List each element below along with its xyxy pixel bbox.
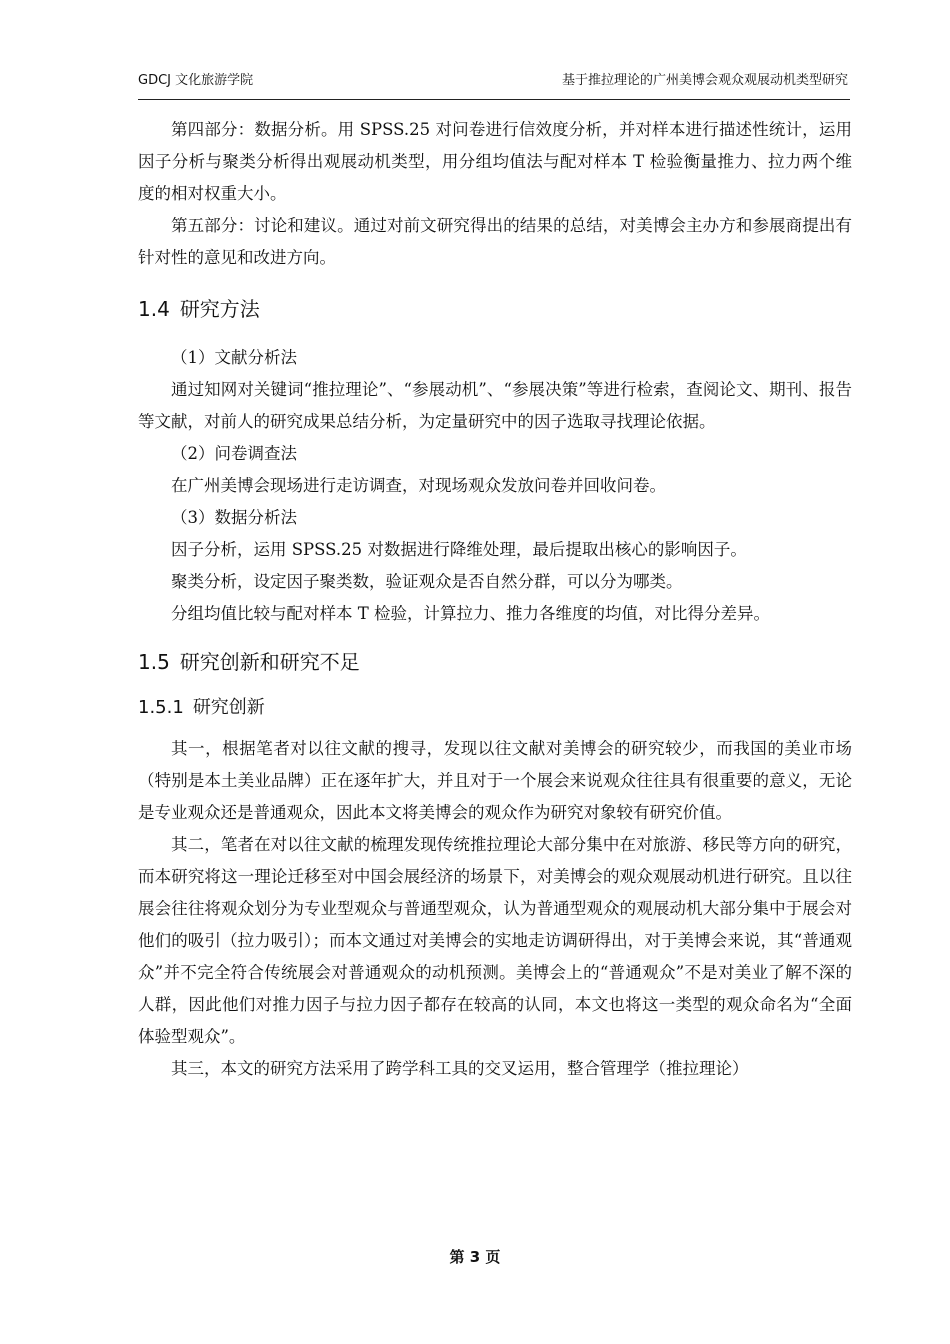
innovation-paragraph-2: 其二，笔者在对以往文献的梳理发现传统推拉理论大部分集中在对旅游、移民等方向的研究，而本研究将这一理论迁移至对中国会展经济的场景下，对美博会的观众观展动机进行研究。且以往展会往往将观众划分为专业型观众与普通型观众，认为普通型观众的观展动机大部分集中于展会对他们的吸引（拉力吸引）；而本文通过对美博会的实地走访调研得出，对于美博会来说，其“普通观众”并不完全符合传统展会对普通观众的动机预测。美博会上的“普通观众”不是对美业了解不深的人群，因此他们对推力因子与拉力因子都存在较高的认同，本文也将这一类型的观众命名为“全面体验型观众”。 [138,835,852,1046]
method-label-data-analysis: （3）数据分析法 [171,508,297,527]
method-text-t-test: 分组均值比较与配对样本 T 检验，计算拉力、推力各维度的均值，对比得分差异。 [171,604,770,623]
main-content [138,114,852,1085]
page-number: 第 3 页 [449,1248,501,1266]
subsection-title: 研究创新 [192,697,265,718]
method-text-cluster-analysis: 聚类分析，设定因子聚类数，验证观众是否自然分群，可以分为哪类。 [171,572,683,591]
header-institution: GDCJ 文化旅游学院 [138,73,254,88]
header-divider [138,99,850,100]
section-heading-1-4 [138,294,852,324]
section-heading-1-5 [138,647,852,677]
method-label-literature: （1）文献分析法 [171,348,297,367]
intro-paragraph-part5: 第五部分：讨论和建议。通过对前文研究得出的结果的总结，对美博会主办方和参展商提出有针对性的意见和改进方向。 [138,216,852,267]
method-label-survey: （2）问卷调查法 [171,444,297,463]
section-title: 研究方法 [179,297,260,321]
method-text-factor-analysis: 因子分析，运用 SPSS.25 对数据进行降维处理，最后提取出核心的影响因子。 [171,540,747,559]
subsection-number: 1.5.1 [138,697,184,718]
intro-paragraph-part4: 第四部分：数据分析。用 SPSS.25 对问卷进行信效度分析，并对样本进行描述性统计，运用因子分析与聚类分析得出观展动机类型，用分组均值法与配对样本 T 检验衡量推力、拉力两个维度的相对权重大小。 [138,120,852,203]
section-number: 1.4 [138,297,170,321]
section-number: 1.5 [138,650,170,674]
header-paper-title: 基于推拉理论的广州美博会观众观展动机类型研究 [561,73,848,88]
subsection-heading-1-5-1 [138,693,852,723]
section-title: 研究创新和研究不足 [179,650,360,674]
innovation-paragraph-1: 其一，根据笔者对以往文献的搜寻，发现以往文献对美博会的研究较少，而我国的美业市场（特别是本土美业品牌）正在逐年扩大，并且对于一个展会来说观众往往具有很重要的意义，无论是专业观众还是普通观众，因此本文将美博会的观众作为研究对象较有研究价值。 [138,739,852,822]
method-text-literature: 通过知网对关键词“推拉理论”、“参展动机”、“参展决策”等进行检索，查阅论文、期刊、报告等文献，对前人的研究成果总结分析，为定量研究中的因子选取寻找理论依据。 [138,380,852,431]
method-text-survey: 在广州美博会现场进行走访调查，对现场观众发放问卷并回收问卷。 [171,476,666,495]
innovation-paragraph-3: 其三，本文的研究方法采用了跨学科工具的交叉运用，整合管理学（推拉理论） [171,1059,749,1078]
running-header [138,62,850,92]
